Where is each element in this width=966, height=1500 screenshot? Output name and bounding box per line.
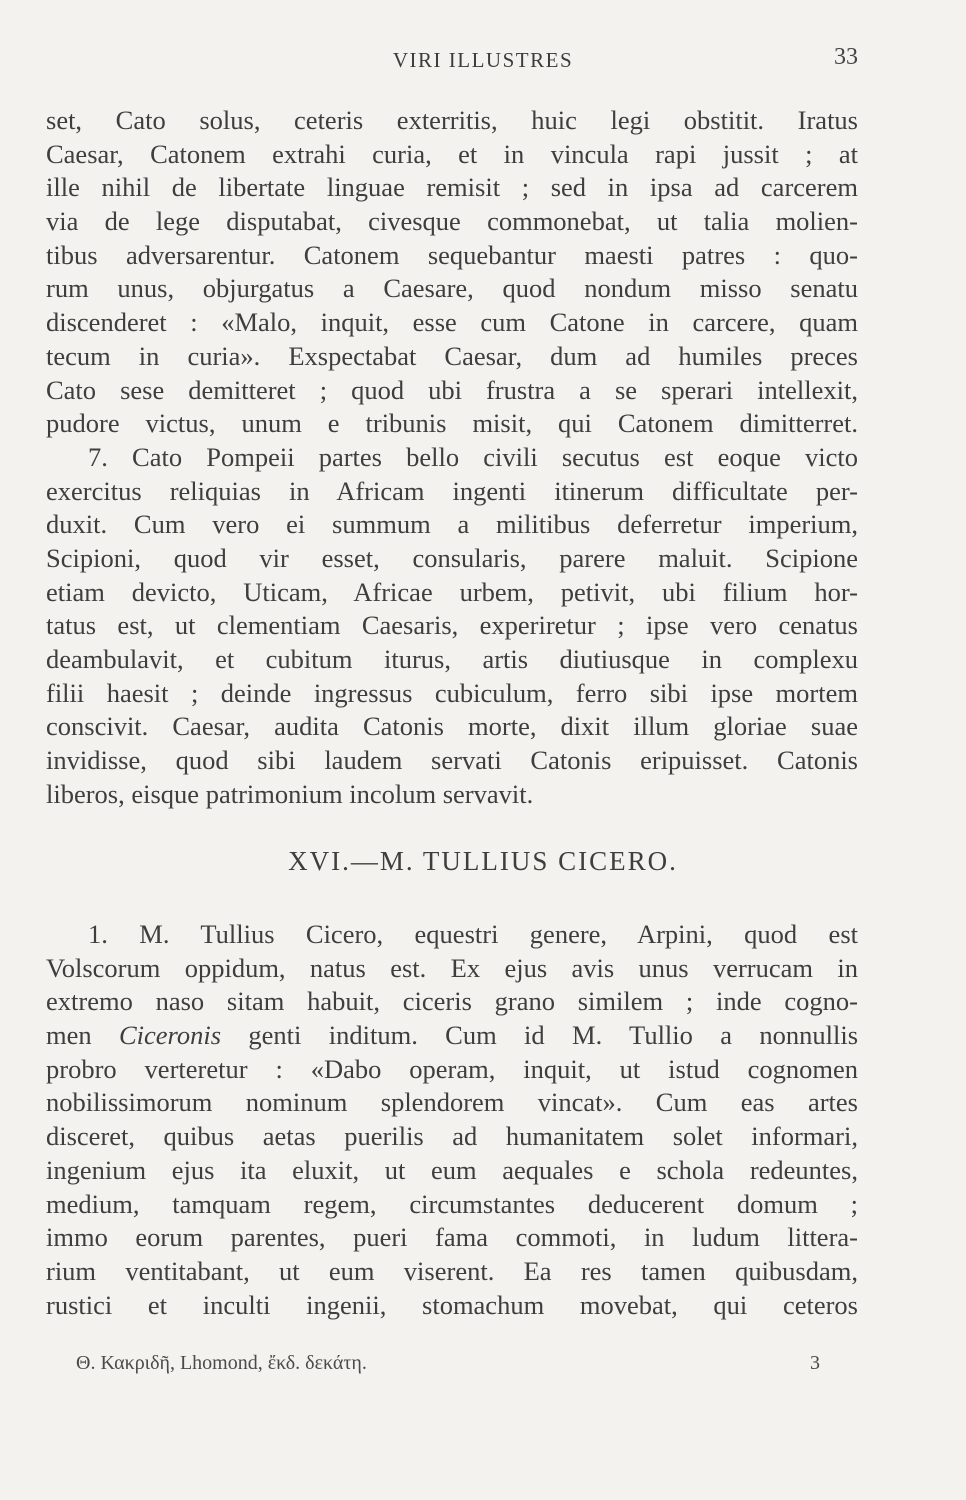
- text-line: immo eorum parentes, pueri fama commoti, in ludum littera-: [46, 1222, 858, 1253]
- text-line: via de lege disputabat, civesque commonebat, ut talia molien-: [46, 206, 858, 237]
- text-segment: genti inditum. Cum id M. Tullio a nonnullis: [221, 1020, 859, 1051]
- text-line: nobilissimorum nominum splendorem vincat». Cum eas artes: [46, 1087, 858, 1118]
- text-line: liberos, eisque patrimonium incolum servavit.: [46, 778, 534, 809]
- text-line: exercitus reliquias in Africam ingenti itinerum difficultate per-: [46, 475, 858, 506]
- text-segment: men: [46, 1020, 119, 1051]
- text-line: tecum in curia». Exspectabat Caesar, dum ad humiles preces: [46, 340, 858, 371]
- italic-name: Ciceronis: [118, 1020, 222, 1051]
- text-line: Caesar, Catonem extrahi curia, et in vincula rapi jussit ; at: [46, 138, 858, 169]
- text-line: invidisse, quod sibi laudem servati Catonis eripuisset. Catonis: [46, 745, 858, 776]
- text-line: set, Cato solus, ceteris exterritis, huic legi obstitit. Iratus: [46, 105, 858, 135]
- text-line: ingenium ejus ita eluxit, ut eum aequales e schola redeuntes,: [46, 1154, 858, 1185]
- text-line: etiam devicto, Uticam, Africae urbem, petivit, ubi filium hor-: [46, 576, 858, 607]
- text-line: 1. M. Tullius Cicero, equestri genere, Arpini, quod est: [88, 919, 858, 949]
- text-line: deambulavit, et cubitum iturus, artis diutiusque in complexu: [46, 644, 858, 674]
- signature-mark: 3: [810, 1352, 820, 1374]
- text-line: discenderet : «Malo, inquit, esse cum Catone in carcere, quam: [46, 307, 858, 338]
- text-line: Scipioni, quod vir esset, consularis, parere maluit. Scipione: [46, 542, 858, 573]
- text-line: rustici et inculti ingenii, stomachum movebat, qui ceteros: [46, 1289, 858, 1320]
- running-title: VIRI ILLUSTRES: [392, 48, 574, 72]
- text-line: 7. Cato Pompeii partes bello civili secutus est eoque victo: [88, 441, 858, 472]
- section-heading: XVI.—M. TULLIUS CICERO.: [288, 846, 678, 876]
- text-line: probro verteretur : «Dabo operam, inquit, ut istud cognomen: [46, 1053, 858, 1084]
- text-line: [46, 1019, 858, 1053]
- text-line: medium, tamquam regem, circumstantes deducerent domum ;: [46, 1188, 858, 1219]
- footer-signature: Θ. Κακριδῆ, Lhomond, ἔκδ. δεκάτη.: [76, 1352, 367, 1374]
- text-line: Volscorum oppidum, natus est. Ex ejus avis unus verrucam in: [46, 952, 858, 983]
- text-line: tibus adversarentur. Catonem sequebantur maesti patres : quo-: [46, 239, 858, 270]
- text-line: tatus est, ut clementiam Caesaris, experiretur ; ipse vero cenatus: [46, 610, 858, 641]
- text-line: rum unus, objurgatus a Caesare, quod nondum misso senatu: [46, 273, 858, 304]
- text-line: conscivit. Caesar, audita Catonis morte, dixit illum gloriae suae: [46, 711, 858, 742]
- section-paragraph: [46, 918, 858, 1322]
- text-line: ille nihil de libertate linguae remisit ; sed in ipsa ad carcerem: [46, 172, 858, 203]
- paragraph-continued: [46, 104, 858, 811]
- text-line: rium ventitabant, ut eum viserent. Ea res tamen quibusdam,: [46, 1255, 858, 1286]
- text-line: filii haesit ; deinde ingressus cubiculum, ferro sibi ipse mortem: [46, 677, 858, 708]
- text-line: disceret, quibus aetas puerilis ad humanitatem solet informari,: [46, 1121, 858, 1152]
- text-line: duxit. Cum vero ei summum a militibus deferretur imperium,: [46, 509, 858, 540]
- page-number: 33: [834, 44, 858, 70]
- text-line: extremo naso sitam habuit, ciceris grano similem ; inde cogno-: [46, 986, 858, 1017]
- text-line: pudore victus, unum e tribunis misit, qui Catonem dimitterret.: [46, 408, 858, 439]
- text-line: Cato sese demitteret ; quod ubi frustra a se sperari intellexit,: [46, 374, 858, 405]
